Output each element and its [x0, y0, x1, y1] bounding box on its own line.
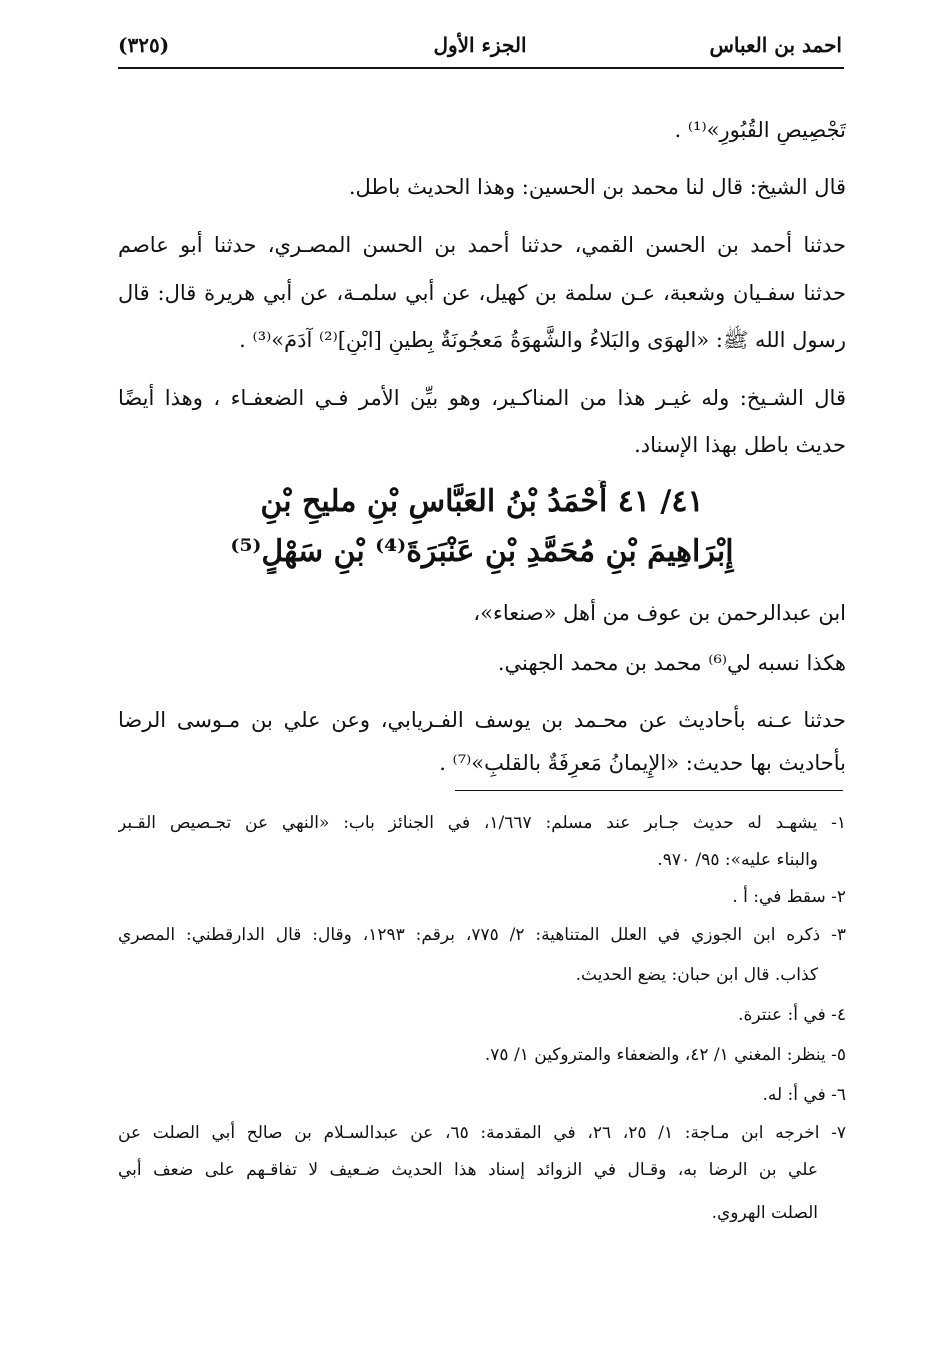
volume-title: الجزء الأول: [433, 33, 527, 57]
footnote-line: ٦- في أ: له.: [762, 1085, 846, 1105]
entry-heading-line-2: إِبْرَاهِيمَ بْنِ مُحَمَّدِ بْنِ عَنْبَرَةَ⁽⁴⁾ بْنِ سَهْلٍ⁽⁵⁾: [230, 534, 734, 569]
body-line: تَجْصِيصِ القُبُورِ»⁽¹⁾ .: [674, 118, 846, 142]
footnote-line: والبناء عليه»: ٩٥/ ٩٧٠.: [657, 850, 818, 870]
body-line: قال الشـيخ: وله غيـر هذا من المناكـير، وهو بيِّن الأمر فـي الضعفـاء ، وهذا أيضًا: [118, 386, 846, 410]
body-line: رسول الله ﷺ: «الهوَى والبَلاءُ والشَّهوَةُ مَعجُونَةٌ بِطينِ [ابْنِ]⁽²⁾ آدَمَ»⁽³⁾ .: [239, 328, 846, 352]
body-line: هكذا نسبه لي⁽⁶⁾ محمد بن محمد الجهني.: [497, 651, 846, 675]
body-line: حدثنا سفـيان وشعبة، عـن سلمة بن كهيل، عن أبي سلمـة، عن أبي هريرة قال: قال: [118, 281, 846, 305]
footnote-line: كذاب. قال ابن حبان: يضع الحديث.: [575, 965, 818, 985]
body-line: ابن عبدالرحمن بن عوف من أهل «صنعاء»،: [473, 601, 846, 625]
footnote-line: ٢- سقط في: أ .: [732, 887, 846, 907]
body-line: حدثنا أحمد بن الحسن القمي، حدثنا أحمد بن الحسن المصـري، حدثنا أبو عاصم: [118, 233, 846, 257]
entry-heading-line-1: ٤١/ ٤١ أَحْمَدُ بْنُ العَبَّاسِ بْنِ مليحِ بْنِ: [260, 484, 704, 519]
body-line: بأحاديث بها حديث: «الإِيمانُ مَعرِفَةٌ بالقلبِ»⁽⁷⁾ .: [439, 751, 846, 775]
footnote-separator: [455, 790, 843, 791]
footnote-line: الصلت الهروي.: [711, 1203, 818, 1223]
body-line: حديث باطل بهذا الإسناد.: [634, 433, 846, 457]
footnote-line: ١- يشهـد له حديث جـابر عند مسلم: ١/٦٦٧، في الجنائز باب: «النهي عن تجـصيص القـبر: [118, 813, 846, 833]
page-number: (٣٢٥): [118, 33, 170, 57]
footnote-line: ٣- ذكره ابن الجوزي في العلل المتناهية: ٢/ ٧٧٥، برقم: ١٢٩٣، وقال: قال الدارقطني: المصري: [118, 925, 846, 945]
body-line: حدثنا عـنه بأحاديث عن محـمد بن يوسف الفـريابي، وعن علي بن مـوسى الرضا: [118, 708, 846, 732]
footnote-line: ٤- في أ: عنترة.: [738, 1005, 846, 1025]
footnote-line: ٥- ينظر: المغني ١/ ٤٢، والضعفاء والمتروكين ١/ ٧٥.: [484, 1045, 846, 1065]
header-rule: [118, 67, 844, 69]
footnote-line: علي بن الرضا به، وقـال في الزوائد إسناد هذا الحديث ضـعيف لا تفاقـهم على ضعف أبي: [118, 1160, 818, 1180]
running-title: احمد بن العباس: [709, 33, 842, 57]
page-header: [118, 30, 842, 64]
footnote-line: ٧- اخرجه ابن مـاجة: ١/ ٢٥، ٢٦، في المقدمة: ٦٥، عن عبدالسـلام بن صالح أبي الصلت عن: [118, 1123, 846, 1143]
body-line: قال الشيخ: قال لنا محمد بن الحسين: وهذا الحديث باطل.: [348, 175, 846, 199]
